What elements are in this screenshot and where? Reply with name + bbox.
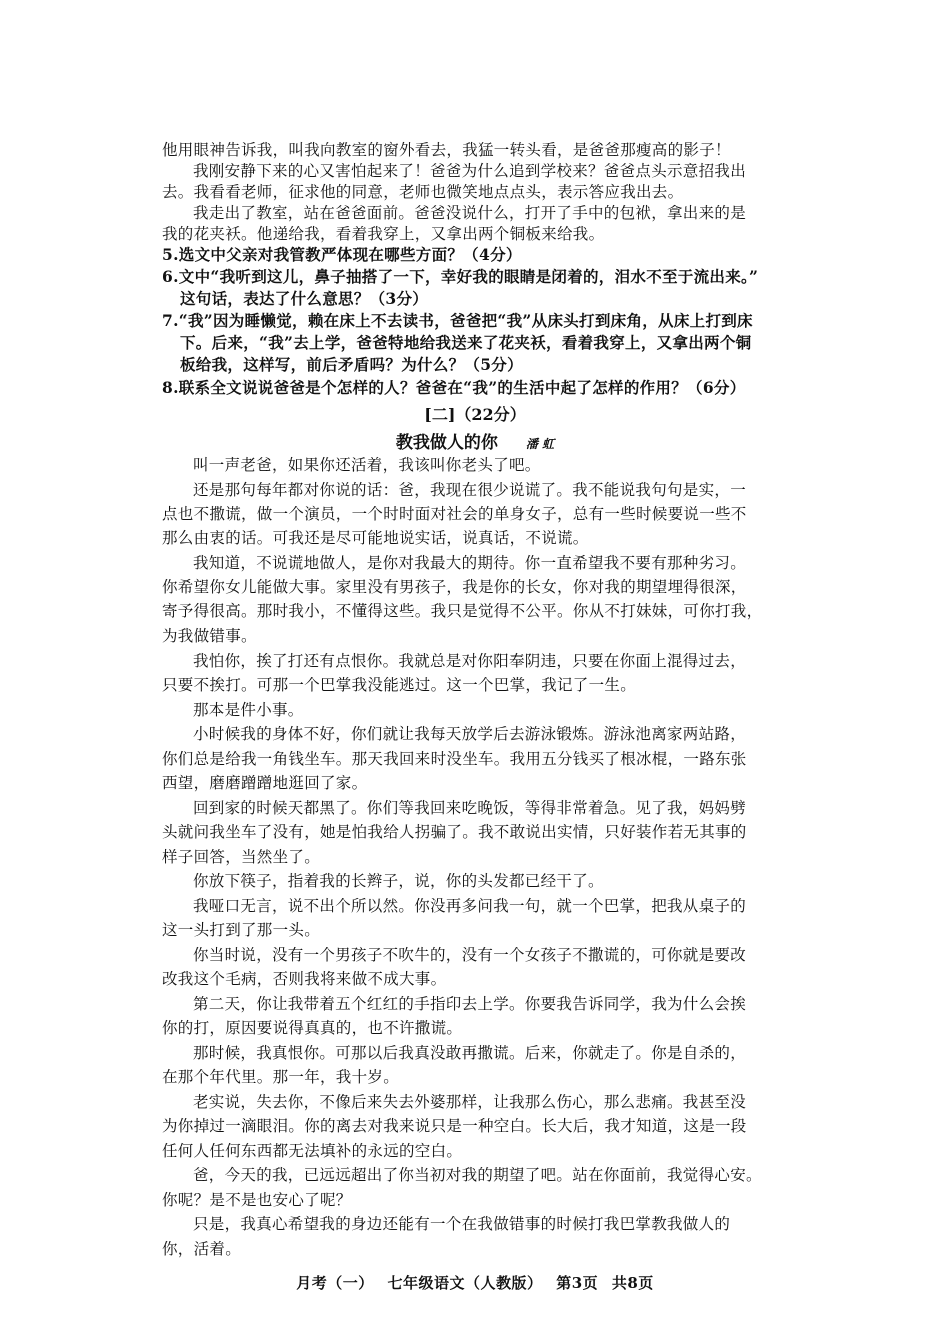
question-7: 7.“我”因为睡懒觉，赖在床上不去读书，爸爸把“我”从床头打到床角，从床上打到床 bbox=[162, 311, 753, 330]
question-6-cont: 这句话，表达了什么意思？（3分） bbox=[180, 289, 429, 308]
question-7-cont: 下。后来，“我”去上学，爸爸特地给我送来了花夹袄，看着我穿上，又拿出两个铜 bbox=[180, 333, 752, 352]
article-line: 你们总是给我一角钱坐车。那天我回来时没坐车。我用五分钱买了根冰棍，一路东张 bbox=[162, 750, 747, 768]
footer-exam: 月考（一） bbox=[296, 1274, 374, 1292]
passage-line: 我刚安静下来的心又害怕起来了！爸爸为什么追到学校来？爸爸点头示意招我出 bbox=[193, 162, 747, 180]
footer-page: 第3页 bbox=[556, 1274, 599, 1292]
article-line: 那时候，我真恨你。可那以后我真没敢再撒谎。后来，你就走了。你是自杀的， bbox=[193, 1044, 747, 1062]
article-line: 老实说，失去你，不像后来失去外婆那样，让我那么伤心，那么悲痛。我甚至没 bbox=[193, 1093, 747, 1111]
question-6: 6.文中“我听到这儿，鼻子抽搭了一下，幸好我的眼睛是闭着的，泪水不至于流出来。” bbox=[162, 267, 759, 286]
article-title: 教我做人的你 bbox=[395, 433, 498, 453]
footer-total: 共8页 bbox=[611, 1274, 654, 1292]
article-line: 为你掉过一滴眼泪。你的离去对我来说只是一种空白。长大后，我才知道，这是一段 bbox=[162, 1117, 747, 1135]
article-line: 只要不挨打。可那一个巴掌我没能逃过。这一个巴掌，我记了一生。 bbox=[162, 676, 637, 694]
article-line: 样子回答，当然坐了。 bbox=[162, 848, 321, 866]
article-line: 还是那句每年都对你说的话：爸，我现在很少说谎了。我不能说我句句是实，一 bbox=[193, 481, 747, 499]
footer-subject: 七年级语文（人教版） bbox=[387, 1274, 543, 1292]
question-8: 8.联系全文说说爸爸是个怎样的人？爸爸在“我”的生活中起了怎样的作用？（6分） bbox=[162, 378, 746, 397]
question-5: 5.选文中父亲对我管教严体现在哪些方面？（4分） bbox=[162, 245, 522, 264]
article-line: 那么由衷的话。可我还是尽可能地说实话，说真话，不说谎。 bbox=[162, 529, 589, 547]
article-line: 叫一声老爸，如果你还活着，我该叫你老头了吧。 bbox=[193, 456, 541, 474]
passage-line: 去。我看看老师，征求他的同意，老师也微笑地点点头，表示答应我出去。 bbox=[162, 183, 684, 201]
article-line: 第二天，你让我带着五个红红的手指印去上学。你要我告诉同学，我为什么会挨 bbox=[193, 995, 747, 1013]
article-line: 我知道，不说谎地做人，是你对我最大的期待。你一直希望我不要有那种劣习。 bbox=[193, 554, 747, 572]
article-line: 爸，今天的我，已远远超出了你当初对我的期望了吧。站在你面前，我觉得心安。 bbox=[193, 1166, 762, 1184]
article-line: 头就问我坐车了没有，她是怕我给人拐骗了。我不敢说出实情，只好装作若无其事的 bbox=[162, 823, 747, 841]
article-line: 在那个年代里。那一年，我十岁。 bbox=[162, 1068, 400, 1086]
article-line: 你，活着。 bbox=[162, 1240, 242, 1258]
question-7-cont: 板给我，这样写，前后矛盾吗？为什么？（5分） bbox=[180, 355, 523, 374]
article-line: 那本是件小事。 bbox=[193, 701, 304, 719]
passage-line: 我的花夹袄。他递给我，看着我穿上，又拿出两个铜板来给我。 bbox=[162, 225, 605, 243]
article-line: 寄予得很高。那时我小，不懂得这些。我只是觉得不公平。你从不打妹妹，可你打我， bbox=[162, 602, 763, 620]
article-title-row bbox=[0, 428, 950, 453]
article-line: 我怕你，挨了打还有点恨你。我就总是对你阳奉阴违，只要在你面上混得过去， bbox=[193, 652, 747, 670]
article-line: 你希望你女儿能做大事。家里没有男孩子，我是你的长女，你对我的期望埋得很深， bbox=[162, 578, 747, 596]
section-header: [二]（22分） bbox=[424, 405, 526, 424]
article-line: 你的打，原因要说得真真的，也不许撒谎。 bbox=[162, 1019, 463, 1037]
article-line: 任何人任何东西都无法填补的永远的空白。 bbox=[162, 1142, 463, 1160]
article-line: 我哑口无言，说不出个所以然。你没再多问我一句，就一个巴掌，把我从桌子的 bbox=[193, 897, 747, 915]
article-line: 为我做错事。 bbox=[162, 627, 257, 645]
passage-line: 我走出了教室，站在爸爸面前。爸爸没说什么，打开了手中的包袱，拿出来的是 bbox=[193, 204, 747, 222]
article-line: 改我这个毛病，否则我将来做不成大事。 bbox=[162, 970, 447, 988]
article-line: 你放下筷子，指着我的长辫子，说，你的头发都已经干了。 bbox=[193, 872, 604, 890]
passage-line: 他用眼神告诉我，叫我向教室的窗外看去，我猛一转头看，是爸爸那瘦高的影子！ bbox=[162, 141, 731, 159]
article-line: 西望，磨磨蹭蹭地逛回了家。 bbox=[162, 774, 368, 792]
article-line: 这一头打到了那一头。 bbox=[162, 921, 321, 939]
article-line: 小时候我的身体不好，你们就让我每天放学后去游泳锻炼。游泳池离家两站路， bbox=[193, 725, 747, 743]
article-line: 你当时说，没有一个男孩子不吹牛的，没有一个女孩子不撒谎的，可你就是要改 bbox=[193, 946, 747, 964]
article-line: 你呢？是不是也安心了呢？ bbox=[162, 1191, 352, 1209]
article-author: 潘 虹 bbox=[525, 437, 555, 451]
article-line: 只是，我真心希望我的身边还能有一个在我做错事的时候打我巴掌教我做人的 bbox=[193, 1215, 731, 1233]
page-footer bbox=[0, 1272, 950, 1293]
article-line: 点也不撒谎，做一个演员，一个时时面对社会的单身女子，总有一些时候要说一些不 bbox=[162, 505, 747, 523]
article-line: 回到家的时候天都黑了。你们等我回来吃晚饭，等得非常着急。见了我，妈妈劈 bbox=[193, 799, 747, 817]
